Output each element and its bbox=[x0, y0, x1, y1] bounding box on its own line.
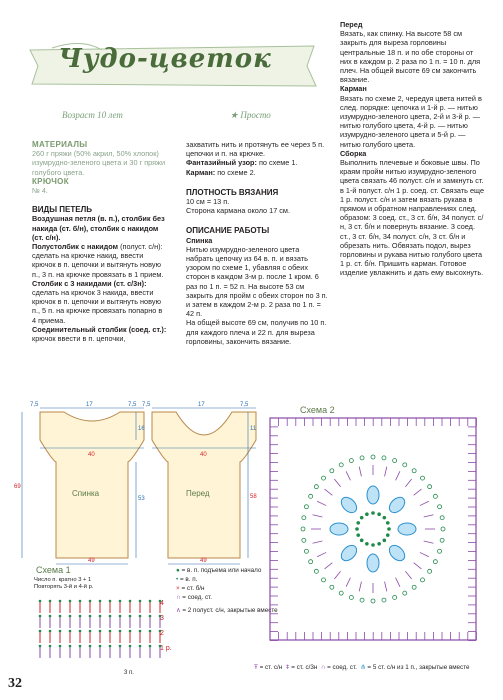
hook-text: № 4. bbox=[32, 186, 48, 196]
scheme2-chain-dot bbox=[339, 591, 343, 595]
scheme2-chain-dot bbox=[403, 463, 407, 467]
scheme1-chain-dot bbox=[49, 600, 52, 603]
scheme2-stitch bbox=[325, 489, 333, 495]
scheme2-stitch bbox=[359, 467, 361, 477]
scheme1-chain-dot bbox=[69, 630, 72, 633]
scheme2-center-dot bbox=[383, 516, 387, 520]
scheme2-petal bbox=[367, 554, 379, 572]
scheme2-title: Схема 2 bbox=[300, 405, 335, 415]
scheme1-chain-dot bbox=[69, 600, 72, 603]
scheme2-petal bbox=[338, 542, 359, 563]
fancy-pattern: Фантазийный узор: по схеме 1. bbox=[186, 158, 298, 168]
scheme2-chain-dot bbox=[330, 585, 334, 589]
legend-item: × = ст. б/н bbox=[176, 585, 205, 592]
back-side: 16 bbox=[138, 426, 145, 432]
scheme1-chain-dot bbox=[39, 630, 42, 633]
scheme2-chain-dot bbox=[360, 456, 364, 460]
back-text-2: На общей высоте 69 см, получив по 10 п. для каждого плеча и 22 п. для выреза горловины, закончить вязание. bbox=[186, 318, 327, 346]
column-materials bbox=[32, 140, 168, 343]
scheme1-chain-dot bbox=[119, 615, 122, 618]
scheme1-chain-dot bbox=[149, 630, 152, 633]
scheme1-chain-dot bbox=[89, 600, 92, 603]
scheme2-petal bbox=[330, 523, 348, 535]
scheme2-chain-dot bbox=[428, 569, 432, 573]
scheme2-chain-dot bbox=[304, 549, 308, 553]
scheme2-stitch bbox=[396, 578, 400, 587]
scheme1-chain-dot bbox=[109, 630, 112, 633]
scheme2-chain-dot bbox=[360, 598, 364, 602]
scheme1-chain-dot bbox=[79, 630, 82, 633]
scheme2-petal bbox=[367, 486, 379, 504]
scheme2-center-dot bbox=[386, 533, 390, 537]
scheme1-chain-dot bbox=[119, 600, 122, 603]
scheme2-center-dot bbox=[355, 527, 359, 531]
hook-heading: КРЮЧОК bbox=[32, 176, 69, 186]
legend-item: ∧ = 2 полуст. с/н, закрытые вместе bbox=[176, 607, 278, 614]
materials-heading: МАТЕРИАЛЫ bbox=[32, 140, 88, 149]
scheme1-chain-dot bbox=[149, 600, 152, 603]
scheme2-petal bbox=[386, 542, 407, 563]
scheme1-chain-dot bbox=[39, 600, 42, 603]
scheme1-chain-dot bbox=[149, 645, 152, 648]
scheme1-chain-dot bbox=[59, 645, 62, 648]
stitch-continue: захватить нить и протянуть ее через 5 п. цепочки и п. на крючке. bbox=[186, 140, 325, 159]
scheme1-chain-dot bbox=[89, 645, 92, 648]
scheme2-chain-dot bbox=[393, 459, 397, 463]
scheme2-chain-dot bbox=[438, 549, 442, 553]
scheme1-chain-dot bbox=[39, 645, 42, 648]
column-work bbox=[186, 140, 328, 346]
scheme2-stitch bbox=[385, 467, 387, 477]
stitch-item: Полустолбик с накидом (полуст. с/н): сделать на крючке накид, ввести крючок в п. цепочки и вытянуть новую п., 3 п. на крючке провязать в 1 прием. bbox=[32, 242, 164, 279]
scheme1-repeat: 3 п. bbox=[124, 670, 134, 676]
back-dim-top-left: 7,5 bbox=[30, 402, 39, 408]
scheme2-stitch bbox=[424, 541, 434, 543]
front-dim-top-right: 7,5 bbox=[240, 402, 249, 408]
scheme2-petal bbox=[398, 523, 416, 535]
scheme2-stitch bbox=[317, 552, 326, 556]
scheme2-chain-dot bbox=[302, 516, 306, 520]
scheme1-chain-dot bbox=[49, 645, 52, 648]
front-side: 11 bbox=[250, 426, 257, 432]
scheme2-chain-dot bbox=[403, 591, 407, 595]
density-heading: ПЛОТНОСТЬ ВЯЗАНИЯ bbox=[186, 187, 279, 197]
legend-item: ∩ = соед. ст. bbox=[176, 594, 213, 601]
scheme1-chain-dot bbox=[119, 630, 122, 633]
scheme2-center-dot bbox=[371, 511, 375, 515]
scheme2-stitch bbox=[385, 582, 387, 592]
back-dim-top-mid: 17 bbox=[86, 402, 93, 408]
scheme2-center-dot bbox=[356, 533, 360, 537]
scheme1-chain-dot bbox=[59, 630, 62, 633]
scheme2-chain-dot bbox=[412, 585, 416, 589]
stitch-item: Воздушная петля (в. п.), столбик без накида (ст. б/н), столбик с накидом (ст. с/н). bbox=[32, 214, 165, 242]
scheme2-chain-dot bbox=[304, 505, 308, 509]
scheme2-stitch bbox=[414, 489, 422, 495]
scheme2-chain-dot bbox=[420, 476, 424, 480]
scheme2-stitch bbox=[405, 571, 411, 579]
scheme1-chain-dot bbox=[99, 630, 102, 633]
scheme2-center-dot bbox=[360, 539, 364, 543]
back-width-mid: 40 bbox=[88, 452, 95, 458]
scheme1-chain-dot bbox=[79, 600, 82, 603]
scheme1-chain-dot bbox=[129, 600, 132, 603]
scheme1-row-2: 2 bbox=[160, 630, 164, 637]
scheme2-chain-dot bbox=[433, 560, 437, 564]
scheme1-row-1: 1 р. bbox=[160, 645, 172, 652]
scheme2-center-dot bbox=[365, 512, 369, 516]
scheme1-chain-dot bbox=[79, 615, 82, 618]
front-width-mid: 40 bbox=[200, 452, 207, 458]
scheme2-chain-dot bbox=[301, 527, 305, 531]
difficulty-label: ★ Просто bbox=[230, 110, 271, 120]
scheme2-chain-dot bbox=[420, 578, 424, 582]
scheme2-chain-dot bbox=[349, 459, 353, 463]
back-height-low: 53 bbox=[138, 496, 145, 502]
garment-pattern-diagram bbox=[0, 400, 262, 570]
back-height-total: 69 bbox=[14, 484, 21, 490]
scheme1-chain-dot bbox=[69, 615, 72, 618]
scheme1-chain-dot bbox=[109, 615, 112, 618]
column-front bbox=[340, 20, 486, 278]
back-heading: Спинка bbox=[186, 235, 213, 245]
scheme1-chain-dot bbox=[99, 615, 102, 618]
scheme1-chain-dot bbox=[39, 615, 42, 618]
scheme2-center-dot bbox=[356, 521, 360, 525]
pocket-text: Вязать по схеме 2, чередуя цвета нитей в след. порядке: цепочка и 1-й р. — нитью изумрудно-зеленого цвета, 2-й и 3-й р. — нитью голубого цвета, 4-й р. — нитью изумрудно-зеленого цвета и 5-й р. — нитью голубого цвета. bbox=[340, 93, 482, 149]
scheme2-stitch bbox=[424, 515, 434, 517]
scheme1-chart bbox=[34, 594, 174, 668]
front-heading: Перед bbox=[340, 20, 363, 29]
back-bottom: 49 bbox=[88, 558, 95, 564]
scheme2-stitch bbox=[346, 578, 350, 587]
scheme2-chain-dot bbox=[433, 494, 437, 498]
scheme1-chain-dot bbox=[139, 645, 142, 648]
legend-item: ● = в. п. подъема или начало bbox=[176, 567, 262, 574]
scheme2-stitch bbox=[396, 471, 400, 480]
scheme2-chain-dot bbox=[441, 527, 445, 531]
scheme2-chain-dot bbox=[314, 485, 318, 489]
assembly-heading: Сборка bbox=[340, 148, 367, 158]
scheme2-chain-dot bbox=[330, 469, 334, 473]
assembly-text: Выполнить плечевые и боковые швы. По краям пройм нитью изумрудно-зеленого цвета связать 46 полуст. с/н и замкнуть ст. в 1-й полуст. с/н 1 р. соед. ст. Связать еще 1 р. полуст. с/н и затем вязать рукава в прямом и обратном направлениях след. образом: 3 соед. ст., 3 ст. б/н, 34 полуст. с/н, 3 ст. б/н и повернуть вязание. 3 соед. ст., 3 ст. б/н, 34 полуст. с/н, 3 ст. б/н и обрезать нить. Обвязать подол, вырез горловины и рукава нитью голубого цвета 1 р. ст. б/н. Пришить карман. Готовое изделие увлажнить и дать ему высохнуть. bbox=[340, 158, 485, 278]
density-1: 10 см = 13 п. bbox=[186, 197, 230, 207]
scheme2-chain-dot bbox=[382, 456, 386, 460]
stitch-item: Столбик с 3 накидами (ст. с/3н): сделать на крючок 3 накида, ввести крючок в п. цепочки и вытянуть новую п., 5 п. на крючке провязать попарно в 4 приема. bbox=[32, 278, 163, 325]
scheme2-stitch bbox=[359, 582, 361, 592]
scheme2-stitch bbox=[420, 552, 429, 556]
scheme1-chain-dot bbox=[139, 600, 142, 603]
scheme2-chain-dot bbox=[302, 538, 306, 542]
scheme1-chain-dot bbox=[119, 645, 122, 648]
scheme2-petal bbox=[386, 494, 407, 515]
symbol-legend-2: Ŧ = ст. с/н ǂ = ст. с/3н ∩ = соед. ст. ⋔ = 5 ст. с/н из 1 п., закрытые вместе bbox=[254, 664, 470, 671]
front-bottom: 49 bbox=[200, 558, 207, 564]
scheme2-chain-dot bbox=[438, 505, 442, 509]
materials-text: 260 г пряжи (50% акрил, 50% хлопок) изумрудно-зеленого цвета и 30 г пряжи голубого цвета. bbox=[32, 149, 166, 177]
scheme2-center-dot bbox=[387, 527, 391, 531]
scheme2-stitch bbox=[334, 571, 340, 579]
scheme2-stitch bbox=[313, 515, 323, 517]
scheme1-chain-dot bbox=[49, 630, 52, 633]
scheme1-title: Схема 1 bbox=[36, 565, 71, 575]
scheme1-chain-dot bbox=[89, 630, 92, 633]
scheme2-stitch bbox=[325, 563, 333, 569]
scheme1-chain-dot bbox=[49, 615, 52, 618]
scheme2-center-dot bbox=[386, 521, 390, 525]
scheme1-chain-dot bbox=[79, 645, 82, 648]
front-dim-top-left: 7,5 bbox=[142, 402, 151, 408]
back-text: Нитью изумрудно-зеленого цвета набрать цепочку из 64 в. п. и вязать узором по схеме 1, убавляя с обеих сторон в каждом 3-м р. после 1 кром. 6 раз по 1 п. = 52 п. На высоте 53 см закрыть для пройм с обеих сторон по 3 п. и затем в каждом 2-м р. 2 раза по 1 п. = 42 п. bbox=[186, 244, 328, 319]
scheme2-chain-dot bbox=[382, 598, 386, 602]
scheme1-notes: Число п. кратно 3 + 1 Повторять 3-й и 4-й р. bbox=[34, 577, 94, 590]
scheme1-chain-dot bbox=[129, 630, 132, 633]
scheme2-chain-dot bbox=[339, 463, 343, 467]
scheme2-center-dot bbox=[377, 542, 381, 546]
scheme1-chain-dot bbox=[139, 630, 142, 633]
scheme2-stitch bbox=[317, 501, 326, 505]
scheme2-stitch bbox=[405, 479, 411, 487]
back-label: Спинка bbox=[72, 489, 100, 498]
scheme1-chain-dot bbox=[129, 645, 132, 648]
scheme2-stitch bbox=[334, 479, 340, 487]
scheme2-center-dot bbox=[360, 516, 364, 520]
back-dim-top-right: 7,5 bbox=[128, 402, 137, 408]
scheme2-center-dot bbox=[371, 543, 375, 547]
scheme2-chain-dot bbox=[322, 578, 326, 582]
front-label: Перед bbox=[186, 489, 210, 498]
scheme2-stitch bbox=[313, 541, 323, 543]
scheme1-chain-dot bbox=[89, 615, 92, 618]
scheme2-chain-dot bbox=[393, 595, 397, 599]
density-2: Сторона кармана около 17 см. bbox=[186, 206, 290, 216]
front-height-total: 58 bbox=[250, 494, 257, 500]
scheme2-chain-dot bbox=[371, 599, 375, 603]
scheme2-stitch bbox=[414, 563, 422, 569]
scheme2-chain-dot bbox=[371, 455, 375, 459]
scheme2-chain-dot bbox=[309, 494, 313, 498]
scheme1-chain-dot bbox=[59, 600, 62, 603]
scheme1-chain-dot bbox=[129, 615, 132, 618]
scheme1-chain-dot bbox=[109, 645, 112, 648]
front-text: Вязать, как спинку. На высоте 58 см закрыть для выреза горловины центральные 18 п. и по обе стороны от них в каждом р. 2 раза по 1 п. = 10 п. для плеч. На общей высоте 69 см закончить вязание. bbox=[340, 29, 481, 85]
scheme1-chain-dot bbox=[59, 615, 62, 618]
scheme2-center-dot bbox=[377, 512, 381, 516]
scheme2-chain-dot bbox=[314, 569, 318, 573]
scheme2-chain-dot bbox=[440, 516, 444, 520]
scheme1-chain-dot bbox=[139, 615, 142, 618]
front-dim-top-mid: 17 bbox=[198, 402, 205, 408]
page-title: Чудо-цветок bbox=[58, 44, 272, 74]
scheme1-chain-dot bbox=[69, 645, 72, 648]
legend-item: • = в. п. bbox=[176, 576, 198, 583]
scheme1-chain-dot bbox=[99, 645, 102, 648]
scheme2-chain-dot bbox=[322, 476, 326, 480]
scheme2-stitch bbox=[420, 501, 429, 505]
stitch-item: Соединительный столбик (соед. ст.): крючок ввести в п. цепочки, bbox=[32, 324, 167, 344]
page-number: 32 bbox=[8, 676, 22, 691]
scheme2-chain-dot bbox=[309, 560, 313, 564]
scheme2-chain-dot bbox=[440, 538, 444, 542]
scheme1-row-3: 3 bbox=[160, 615, 164, 622]
scheme1-row-4: 4 bbox=[160, 600, 164, 607]
work-heading: ОПИСАНИЕ РАБОТЫ bbox=[186, 226, 270, 236]
pocket-pattern: Карман: по схеме 2. bbox=[186, 167, 256, 177]
scheme2-chart bbox=[262, 414, 484, 654]
scheme2-stitch bbox=[346, 471, 350, 480]
age-label: Возраст 10 лет bbox=[62, 110, 123, 120]
scheme2-center-dot bbox=[383, 539, 387, 543]
scheme1-chain-dot bbox=[99, 600, 102, 603]
stitches-heading: ВИДЫ ПЕТЕЛЬ bbox=[32, 205, 92, 215]
scheme1-chain-dot bbox=[149, 615, 152, 618]
scheme1-chain-dot bbox=[109, 600, 112, 603]
scheme2-center-dot bbox=[365, 542, 369, 546]
scheme2-chain-dot bbox=[349, 595, 353, 599]
scheme2-chain-dot bbox=[428, 485, 432, 489]
scheme2-chain-dot bbox=[412, 469, 416, 473]
pocket-heading: Карман bbox=[340, 84, 367, 94]
scheme2-petal bbox=[338, 494, 359, 515]
